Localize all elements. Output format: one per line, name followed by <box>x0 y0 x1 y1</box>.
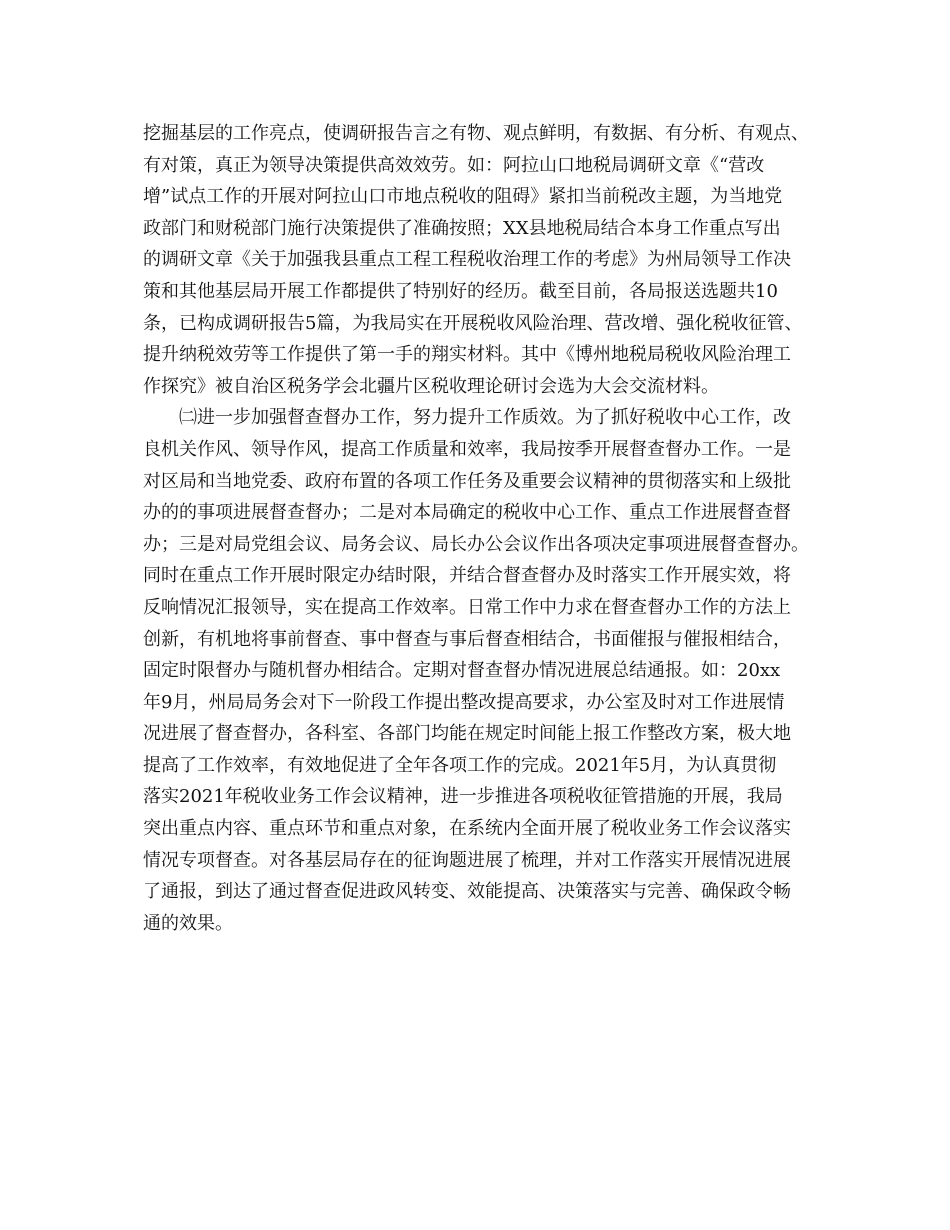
text-line: 有对策，真正为领导决策提供高效效劳。如：阿拉山口地税局调研文章《“营改 <box>143 154 765 176</box>
text-line: 提升纳税效劳等工作提供了第一手的翔实材料。其中《博州地税局税收风险治理工 <box>143 344 791 366</box>
text-line: 年9月，州局局务会对下一阶段工作提出整改提高要求，办公室及时对工作进展情 <box>143 691 785 713</box>
text-line: 作探究》被自治区税务学会北疆片区税收理论研讨会选为大会交流材料。 <box>143 375 719 397</box>
text-line: 了通报，到达了通过督查促进政风转变、效能提高、决策落实与完善、确保政令畅 <box>143 881 791 903</box>
text-line: 况进展了督查督办，各科室、各部门均能在规定时间能上报工作整改方案，极大地 <box>143 723 791 745</box>
text-line: 良机关作风、领导作风，提高工作质量和效率，我局按季开展督查督办工作。一是 <box>143 438 791 460</box>
text-line: 办的的事项进展督查督办；二是对本局确定的税收中心工作、重点工作进展督查督 <box>143 502 791 524</box>
text-line: 情况专项督查。对各基层局存在的征询题进展了梳理，并对工作落实开展情况进展 <box>143 849 791 871</box>
paragraph-start-line: ㈡进一步加强督查督办工作，努力提升工作质效。为了抓好税收中心工作，改 <box>179 407 791 429</box>
text-line: 政部门和财税部门施行决策提供了准确按照；XX县地税局结合本身工作重点写出 <box>143 217 781 239</box>
text-line: 策和其他基层局开展工作都提供了特别好的经历。截至目前，各局报送选题共10 <box>143 280 778 302</box>
text-line: 固定时限督办与随机督办相结合。定期对督查督办情况进展总结通报。如：20xx <box>143 660 781 682</box>
text-line: 的调研文章《关于加强我县重点工程工程税收治理工作的考虑》为州局领导工作决 <box>143 249 791 271</box>
text-line: 突出重点内容、重点环节和重点对象，在系统内全面开展了税收业务工作会议落实 <box>143 818 791 840</box>
text-line: 条，已构成调研报告5篇，为我局实在开展税收风险治理、营改增、强化税收征管、 <box>143 312 803 334</box>
text-line: 创新，有机地将事前督查、事中督查与事后督查相结合，书面催报与催报相结合， <box>143 628 791 650</box>
text-line: 挖掘基层的工作亮点，使调研报告言之有物、观点鲜明，有数据、有分析、有观点、 <box>143 123 809 144</box>
text-line: 落实2021年税收业务工作会议精神，进一步推进各项税收征管措施的开展，我局 <box>143 786 783 808</box>
text-line: 反响情况汇报领导，实在提高工作效率。日常工作中力求在督查督办工作的方法上 <box>143 596 791 618</box>
text-line: 增”试点工作的开展对阿拉山口市地点税收的阻碍》紧扣当前税改主题，为当地党 <box>143 186 783 208</box>
text-line: 办；三是对局党组会议、局务会议、局长办公会议作出各项决定事项进展督查督办。 <box>143 533 809 555</box>
text-line: 同时在重点工作开展时限定办结时限，并结合督查督办及时落实工作开展实效，将 <box>143 565 791 587</box>
body-text <box>143 118 833 939</box>
text-line: 通的效果。 <box>143 912 233 934</box>
text-line: 对区局和当地党委、政府布置的各项工作任务及重要会议精神的贯彻落实和上级批 <box>143 470 791 492</box>
text-line: 提高了工作效率，有效地促进了全年各项工作的完成。2021年5月，为认真贯彻 <box>143 754 777 776</box>
